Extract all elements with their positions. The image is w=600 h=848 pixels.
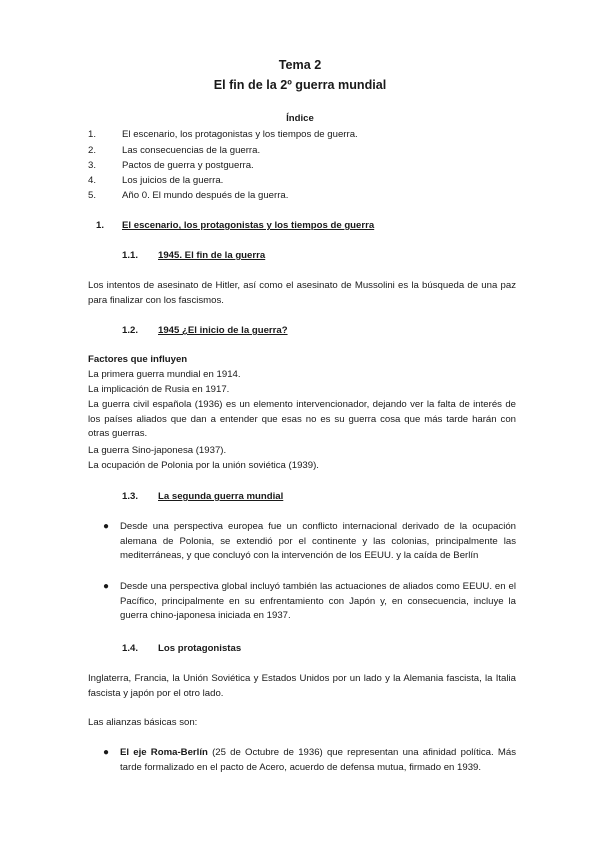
- index-item-num: 4.: [88, 175, 97, 186]
- document-title: Tema 2: [278, 58, 322, 72]
- bullet-icon: ●: [103, 747, 110, 758]
- alliances-intro: Las alianzas básicas son:: [88, 717, 198, 728]
- index-item-text: Año 0. El mundo después de la guerra.: [122, 190, 289, 201]
- index-item-num: 2.: [88, 145, 97, 156]
- subsection-1-1-heading: 1945. El fin de la guerra: [158, 250, 266, 261]
- factors-heading: Factores que influyen: [88, 354, 188, 365]
- subsection-1-3-number: 1.3.: [122, 491, 139, 502]
- subsection-1-3-heading: La segunda guerra mundial: [158, 491, 284, 502]
- bullet-item: [120, 746, 516, 775]
- protagonists-paragraph: Inglaterra, Francia, la Unión Soviética y Estados Unidos por un lado y la Alemania fascista, la Italia fascista y japón por el otro lado.: [88, 673, 516, 699]
- factor-line: La guerra Sino-japonesa (1937).: [88, 445, 227, 456]
- subsection-1-2-heading: 1945 ¿El inicio de la guerra?: [158, 325, 288, 336]
- factor-line: La guerra civil española (1936) es un elemento intervencionador, dejando ver la falta de interés de los países aliados que dan a entender que esas no es su guerra cosa que más tarde harán con otras guerras.: [88, 399, 516, 440]
- index-item-text: Las consecuencias de la guerra.: [122, 145, 261, 156]
- factor-line: La primera guerra mundial en 1914.: [88, 369, 241, 380]
- index-item-text: El escenario, los protagonistas y los tiempos de guerra.: [122, 129, 358, 140]
- bullet-item: Desde una perspectiva europea fue un conflicto internacional derivado de la ocupación alemana de Polonia, se extendió por el continente y las colonias, principalmente las mediterráneas, y que concluyó con la intervención de los EEUU. y la caída de Berlín: [120, 521, 516, 562]
- index-item-text: Los juicios de la guerra.: [122, 175, 224, 186]
- subsection-1-2-number: 1.2.: [122, 325, 139, 336]
- index-item-text: Pactos de guerra y postguerra.: [122, 160, 254, 171]
- subsection-1-4-number: 1.4.: [122, 643, 139, 654]
- index-item-num: 5.: [88, 190, 97, 201]
- alliance-name: El eje Roma-Berlín: [120, 747, 208, 758]
- subsection-1-4-heading: Los protagonistas: [158, 643, 242, 654]
- document-subtitle: El fin de la 2º guerra mundial: [213, 78, 387, 92]
- subsection-1-1-paragraph: Los intentos de asesinato de Hitler, así como el asesinato de Mussolini es la búsqueda de una paz para finalizar con los fascismos.: [88, 280, 516, 306]
- index-heading: Índice: [286, 113, 314, 124]
- factor-line: La implicación de Rusia en 1917.: [88, 384, 230, 395]
- alliance-description: (25 de Octubre de 1936) que representan una afinidad política. Más tarde formalizado en el pacto de Acero, acuerdo de defensa mutua, firmado en 1939.: [120, 747, 516, 773]
- section-1-number: 1.: [96, 220, 105, 231]
- bullet-icon: ●: [103, 521, 110, 532]
- bullet-icon: ●: [103, 581, 110, 592]
- factor-line: La ocupación de Polonia por la unión soviética (1939).: [88, 460, 319, 471]
- bullet-item: Desde una perspectiva global incluyó también las actuaciones de aliados como EEUU. en el Pacífico, principalmente en su enfrentamiento con Japón y, en consecuencia, incluye la guerra chino-japonesa iniciada en 1937.: [120, 581, 516, 622]
- subsection-1-1-number: 1.1.: [122, 250, 139, 261]
- index-item-num: 1.: [88, 129, 97, 140]
- index-item-num: 3.: [88, 160, 97, 171]
- section-1-heading: El escenario, los protagonistas y los tiempos de guerra: [122, 220, 375, 231]
